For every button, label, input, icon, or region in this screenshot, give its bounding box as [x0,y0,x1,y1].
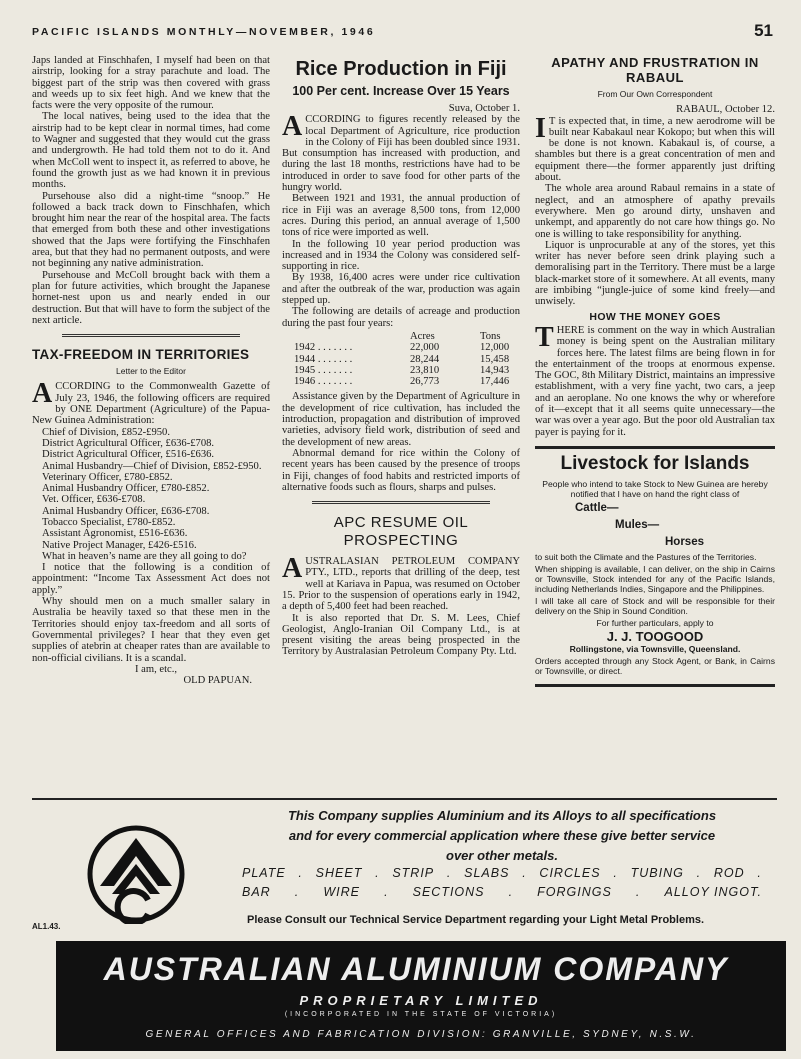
rice-production-table [294,331,515,387]
table-cell: 12,000 [480,342,510,354]
aluminium-advertisement [32,798,777,1048]
list-item: Native Project Manager, £426-£516. [42,539,197,551]
ad-cattle: Cattle— [575,501,619,514]
paragraph: Abnormal demand for rice within the Colony of recent years has been caused by the presence of troops in Fiji, changes of food habits and restricted imports of alternative foods such as flours, sharps and pulses. [282,447,520,493]
table-header [294,331,410,342]
product: SECTIONS [412,885,485,899]
product: CIRCLES [539,866,601,880]
table-cell: 23,810 [410,364,440,376]
article-title-apc: APC RESUME OIL PROSPECTING [333,514,469,550]
ad-text: Orders accepted through any Stock Agent, or Bank, in Cairns or Townsville, or direct. [535,655,775,676]
list-item: Veterinary Officer, £780-£852. [42,471,173,483]
product: SHEET [315,866,363,880]
intro-text: USTRALASIAN PETROLEUM COMPANY PTY., LTD., reports that drilling of the deep, test well at Kariava in Papua, was resumed on October 15. Prior to the suspension of operations early in 1942, a depth of 5,400 feet had been reached. [282,556,520,613]
paragraph: It is also reported that Dr. S. M. Lees, Chief Geologist, Anglo-Iranian Oil Company Ltd., is at present visiting the areas being prospected in the Territory by Australasian Petroleum Company Pty. Ltd. [282,612,520,658]
paragraph: Japs landed at Finschhafen, I myself had been on that airstrip, looking for a stray parachute and load. The biggest part of the strip was then covered with grass and weeds up to six feet high. And we knew that the facts were the very opposite of the rumour. [32,55,270,112]
product-row [242,883,762,902]
product: ROD [713,866,745,880]
ad-lead-line: This Company supplies Aluminium and its Alloys to all specifications [287,808,717,823]
dateline: RABAUL, October 12. [676,104,775,116]
ad-text: I will take all care of Stock and will be responsible for their delivery on the Ship in Sound Condition. [535,595,775,616]
separator: . [613,866,618,880]
product: STRIP [392,866,435,880]
ad-mules: Mules— [615,518,660,531]
table-row [294,376,515,387]
company-offices: GENERAL OFFICES AND FABRICATION DIVISION: GRANVILLE, SYDNEY, N.S.W. [145,1029,697,1040]
product: PLATE [242,866,286,880]
table-cell: 1942 . . . . . . . [294,342,353,354]
article-subtitle-rice: 100 Per cent. Increase Over 15 Years [292,84,510,98]
running-title: PACIFIC ISLANDS MONTHLY—NOVEMBER, 1946 [32,26,376,38]
product: ALLOY INGOT. [664,885,762,899]
separator: . [294,885,300,899]
paragraph: I notice that the following is a condition of appointment: “Income Tax Assessment Act does not apply.” [32,562,270,596]
product: TUBING [630,866,684,880]
ad-text: People who intend to take Stock to New Guinea are hereby notified that I have on hand the right class of [542,478,768,499]
list-item: Tobacco Specialist, £780-£852. [42,516,176,528]
table-cell: 1945 . . . . . . . [294,364,353,376]
table-cell: 28,244 [410,353,440,365]
paragraph: Assistance given by the Department of Agriculture in the development of rice cultivation, has included the introduction, propagation and distribution of improved varieties, advisory field work, distribution of seed and the development of new areas. [282,391,520,448]
paragraph: Liquor is unprocurable at any of the stores, yet this writer has never before seen drink playing such a demoralising part in the Territory. There must be a large black-market store of it somewhere. At all events, many are imbibing “jungle-juice of some kind freely—and unwisely. [535,239,775,308]
paragraph [535,321,775,438]
column-3 [535,55,775,687]
page-header [32,22,773,42]
list-item: Animal Husbandry—Chief of Division, £852-£950. [42,460,262,472]
ad-text: When shipping is available, I can deliver, on the ship in Cairns or Townsville, Stock intended for any of the Pacific Islands, including Netherlands Indies, Singapore and the Philippines. [535,563,775,594]
signature: OLD PAPUAN. [183,675,252,687]
list-item: District Agricultural Officer, £516-£636. [42,449,215,461]
separator: . [298,866,303,880]
product: WIRE [323,885,360,899]
section-divider [62,334,240,337]
intro-text: T is expected that, in time, a new aerodrome will be built near Kabakaul near Kokopo; but when this will be done is not known. Kabakaul is, of course, a shambles but there is a great concentration of men and equipment there—the former apparently just drifting about. [535,115,775,184]
paragraph: Between 1921 and 1931, the annual production of rice in Fiji was an average 8,500 tons, from 12,000 acres. During this period, an annual average of 1,500 tons of rice were imported as well. [282,193,520,239]
article-title-rabaul: APATHY AND FRUSTRATION IN RABAUL [551,55,759,85]
table-cell: 15,458 [480,353,510,365]
intro-text: CCORDING to the Commonwealth Gazette of July 23, 1946, the following officers are required by ONE Department (Agriculture) of the Papua-New Guinea Administration: [32,381,270,427]
dateline: Suva, October 1. [448,103,520,114]
separator: . [508,885,514,899]
separator: . [375,866,380,880]
column-1 [32,55,270,686]
table-header-row [294,331,515,342]
company-banner [56,941,786,1051]
article-title-tax: TAX-FREEDOM IN TERRITORIES [32,347,250,363]
paragraph: The whole area around Rabaul remains in a state of neglect, and an atmosphere of apathy prevails everywhere. Men go around dirty, unshaven and unkempt, and apparently do not care how things go. No one is willing to take responsibility for anything. [535,183,775,240]
ad-lead-line: and for every commercial application where these give better service [288,828,716,843]
table-header: Acres [410,330,435,342]
drop-cap: A [282,111,303,143]
article-intro [282,111,520,194]
company-proprietary: PROPRIETARY LIMITED [299,993,543,1008]
table-row [294,354,515,365]
list-item: Animal Husbandry Officer, £636-£708. [42,505,210,517]
separator: . [635,885,641,899]
intro-text: CCORDING to figures recently released by the local Department of Agriculture, rice production in the Colony of Fiji has been doubled since 1931. But consumption has increased with production, and during the last 18 months, restrictions have had to be introduced in order to save food for other parts of the hungry world. [282,114,520,194]
drop-cap: T [535,321,554,353]
consult-line: Please Consult our Technical Service Department regarding your Light Metal Problems. [247,914,705,926]
ad-advertiser-name: J. J. TOOGOOD [606,628,704,644]
page-number: 51 [754,21,773,40]
list-item: Vet. Officer, £636-£708. [42,494,146,506]
table-cell: 26,773 [410,376,440,388]
paragraph: The local natives, being used to the idea that the airstrip had to be kept clear in normal times, had come to Wagner and suggested that they would cut the grass and undergrowth. He had told them not to do it. And when McColl went to inspect it, as referred to above, he found the growth just as we had known it in previous months. [32,111,270,191]
drop-cap: I [535,112,546,144]
table-cell: 22,000 [410,342,440,354]
table-cell: 1944 . . . . . . . [294,353,353,365]
officer-list [32,427,270,551]
product: FORGINGS [537,885,612,899]
table-cell: 17,446 [480,376,510,388]
article-title-rice: Rice Production in Fiji [295,58,507,80]
product: SLABS [464,866,510,880]
ad-lead-line: over other metals. [446,848,558,863]
company-name: AUSTRALIAN ALUMINIUM COMPANY [103,951,729,987]
ad-lead-text [242,806,762,866]
closing: I am, etc., [134,663,178,675]
separator: . [384,885,389,899]
company-incorporated: (INCORPORATED IN THE STATE OF VICTORIA) [284,1011,558,1018]
column-2 [282,55,520,658]
paragraph: The following are details of acreage and production during the past four years: [282,306,520,329]
ad-code: AL1.43. [32,922,61,931]
table-row [294,365,515,376]
product-list [242,864,762,902]
letter-subhead: Letter to the Editor [116,366,186,377]
list-item: Chief of Division, £852-£950. [42,426,170,438]
separator: . [696,866,702,880]
list-item: Animal Husbandry Officer, £780-£852. [42,483,210,495]
list-item: District Agricultural Officer, £636-£708. [42,437,215,449]
table-header: Tons [480,330,501,342]
list-item: Assistant Agronomist, £516-£636. [42,528,188,540]
company-logo-icon [86,824,186,924]
table-cell: 14,943 [480,364,510,376]
drop-cap: A [282,553,303,585]
ad-address: Rollingstone, via Townsville, Queensland. [569,643,741,654]
paragraph: Pursehouse and McColl brought back with them a plan for future activities, which brought the Japanese hornet-nest upon us and nearly ended in our destruction. But that will have to form the subject of the next article. [32,269,270,326]
product-row [242,864,762,883]
ad-text: to suit both the Climate and the Pastures of the Territories. [535,551,757,562]
table-row [294,342,515,353]
ad-horses: Horses [665,535,704,548]
table-cell: 1946 . . . . . . . [294,376,353,388]
separator: . [522,866,527,880]
separator: . [757,866,762,880]
byline: From Our Own Correspondent [597,89,713,99]
paragraph-text: HERE is comment on the way in which Australian money is being spent on the Australian military forces here. The latest films are being flown in for the entertainment of the troops at enormous expense. The GOC, 8th Military District, maintains an impressive establishment, with a very fine yacht, two cars, a jeep and an aeroplane. No one knows the why or wherefore of it—except that it all seems quite unnecessary—the war was over a year ago. But the poor old Australian tax payer is paying for it. [535,324,775,438]
paragraph: What in heaven’s name are they all going to do? [42,550,247,562]
article-intro [32,378,270,427]
separator: . [446,866,452,880]
ad-text: For further particulars, apply to [596,617,714,628]
livestock-advertisement [535,446,775,687]
section-divider [312,501,490,504]
paragraph: Why should men on a much smaller salary in Australia be heavily taxed so that these men in the Territories should enjoy tax-freedom and all sorts of Governmental privileges? I hear that they even get supplies of atebrin at cheaper rates than are available to non-official civilians. It is a scandal. [32,596,270,664]
article-intro [535,112,775,184]
drop-cap: A [32,378,53,410]
article-intro [282,553,520,613]
ad-title: Livestock for Islands [560,452,750,474]
paragraph: By 1938, 16,400 acres were under rice cultivation and after the outbreak of the war, production was again stepped up. [282,272,520,307]
paragraph: Pursehouse also did a night-time “snoop.” He followed a back track down to Finschhafen, which brought him near the rear of the hospital area. The facts that emerged from both these and other investigations showed that the Japs were fortifying the Finschhafen area, but that they had no permanent outposts, and were not beginning any native administration. [32,190,270,270]
product: BAR [242,885,271,899]
paragraph: In the following 10 year period production was increased and in 1934 the Colony was considered self-supporting in rice. [282,238,520,273]
section-subhead: HOW THE MONEY GOES [589,310,721,323]
